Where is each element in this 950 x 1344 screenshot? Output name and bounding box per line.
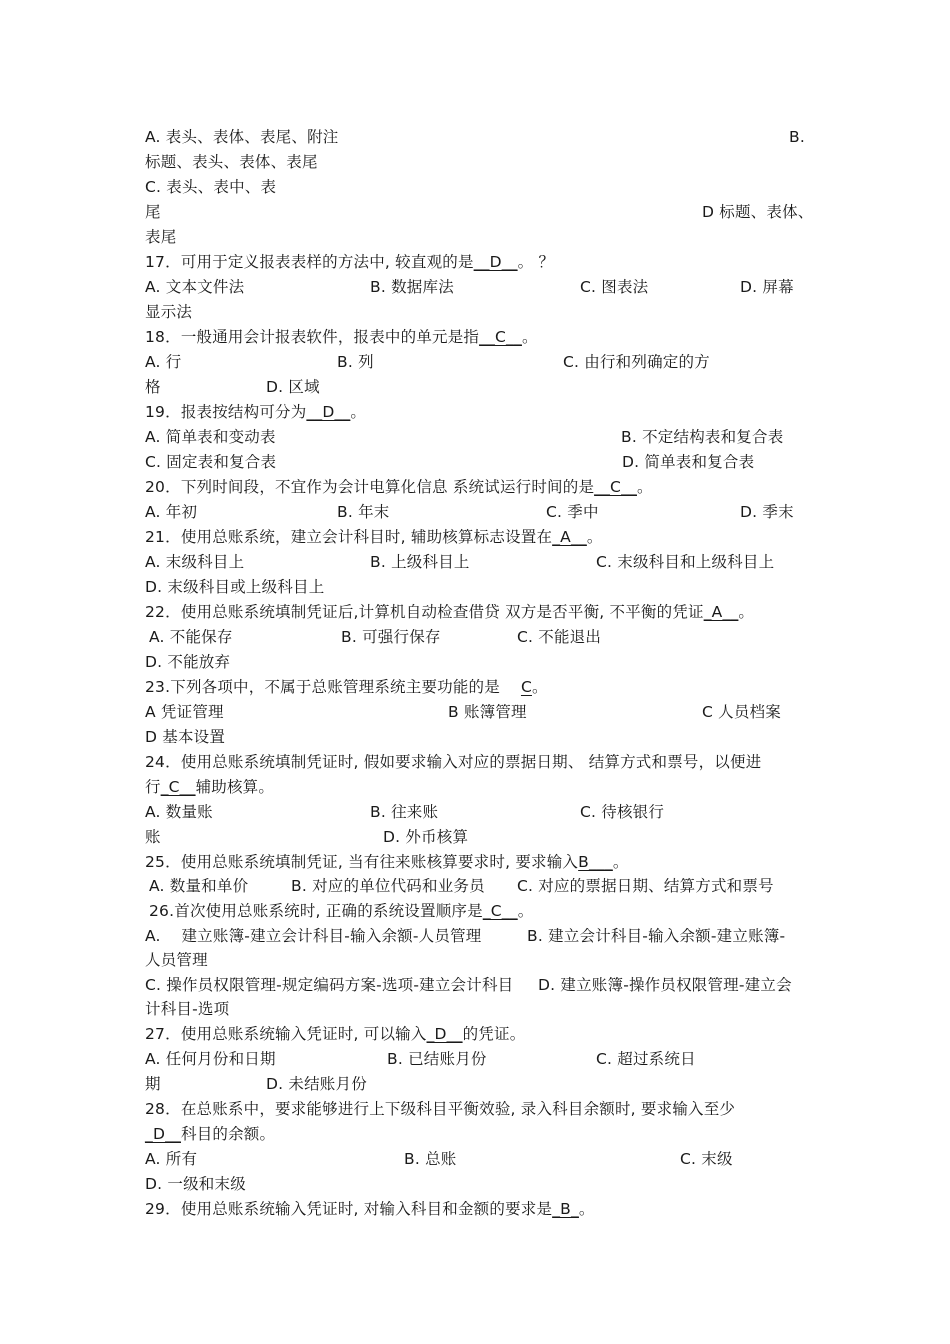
- question-17: 17．可用于定义报表表样的方法中, 较直观的是__D__。 ？: [145, 253, 555, 271]
- answer-blank: _C__: [160, 778, 196, 796]
- option-d: D. 季末: [740, 503, 794, 521]
- answer-blank: _C__: [482, 902, 518, 920]
- answer-blank: __C__: [594, 478, 637, 496]
- option-b: B. 建立会计科目-输入余额-建立账簿-: [527, 927, 786, 945]
- text-line: 账: [145, 828, 161, 846]
- answer-blank: _D__: [145, 1125, 181, 1143]
- question-28: 28．在总账系中，要求能够进行上下级科目平衡效验, 录入科目余额时, 要求输入至少: [145, 1100, 736, 1118]
- option-d: D. 末级科目或上级科目上: [145, 578, 325, 596]
- option-a: A. 文本文件法: [145, 278, 245, 296]
- option-d: D. 建立账簿-操作员权限管理-建立会: [538, 976, 792, 994]
- text-line: 期: [145, 1075, 161, 1093]
- option-d: D 基本设置: [145, 728, 226, 746]
- option-a: A. 不能保存: [149, 628, 233, 646]
- option-a: A. 数量和单价: [149, 877, 249, 895]
- option-d: D. 外币核算: [383, 828, 469, 846]
- text-line: 标题、表头、表体、表尾: [145, 153, 318, 171]
- option-a: A. 数量账: [145, 803, 213, 821]
- option-b: B. 往来账: [370, 803, 439, 821]
- option-b: B. 不定结构表和复合表: [621, 428, 784, 446]
- answer-blank: _A__: [552, 528, 587, 546]
- question-18: 18．一般通用会计报表软件，报表中的单元是指__C__。: [145, 328, 538, 346]
- text-line: _D__科目的余额。: [145, 1125, 276, 1143]
- option-a: A. 建立账簿-建立会计科目-输入余额-人员管理: [145, 927, 482, 945]
- answer-blank: __C__: [479, 328, 522, 346]
- option-a: A. 任何月份和日期: [145, 1050, 276, 1068]
- text-line: 尾: [145, 203, 161, 221]
- option-c: C. 末级: [680, 1150, 733, 1168]
- question-19: 19．报表按结构可分为__D__。: [145, 403, 367, 421]
- question-21: 21．使用总账系统，建立会计科目时, 辅助核算标志设置在_A__。: [145, 528, 603, 546]
- question-29: 29．使用总账系统输入凭证时, 对输入科目和金额的要求是_B_。: [145, 1200, 595, 1218]
- option-a: A. 简单表和变动表: [145, 428, 276, 446]
- option-d: D. 区域: [266, 378, 320, 396]
- option-d: D. 未结账月份: [266, 1075, 367, 1093]
- option-a: A. 末级科目上: [145, 553, 245, 571]
- text-line: 格: [145, 378, 161, 396]
- option-b: B. 总账: [404, 1150, 457, 1168]
- option-c: C 人员档案: [702, 703, 781, 721]
- option-c: C. 待核银行: [580, 803, 665, 821]
- option-a: A. 行: [145, 353, 182, 371]
- option-d: D. 屏幕: [740, 278, 794, 296]
- option-d: D. 不能放弃: [145, 653, 231, 671]
- text-line: C. 表头、表中、表: [145, 178, 277, 196]
- text-line: 行_C__辅助核算。: [145, 778, 275, 796]
- option-b: B. 已结账月份: [387, 1050, 487, 1068]
- option-c: C. 季中: [546, 503, 599, 521]
- text-line: 表尾: [145, 228, 177, 246]
- text-line: B.: [789, 128, 805, 146]
- option-b: B. 可强行保存: [341, 628, 441, 646]
- option-c: C. 固定表和复合表: [145, 453, 277, 471]
- answer-blank: _B_: [552, 1200, 579, 1218]
- answer-blank: _A__: [703, 603, 739, 621]
- question-24: 24．使用总账系统填制凭证时, 假如要求输入对应的票据日期、 结算方式和票号，以便进: [145, 753, 762, 771]
- option-a: A 凭证管理: [145, 703, 224, 721]
- option-c: C. 末级科目和上级科目上: [596, 553, 775, 571]
- text-line: D 标题、表体、: [702, 203, 814, 221]
- question-20: 20．下列时间段，不宜作为会计电算化信息 系统试运行时间的是__C__。: [145, 478, 653, 496]
- option-a: A. 年初: [145, 503, 198, 521]
- option-c: C. 对应的票据日期、结算方式和票号: [517, 877, 774, 895]
- option-d: D. 简单表和复合表: [622, 453, 755, 471]
- answer-blank: B___: [578, 853, 613, 871]
- text-line: 计科目-选项: [145, 1000, 230, 1018]
- text-line: 显示法: [145, 303, 193, 321]
- answer-blank: __D__: [306, 403, 351, 421]
- option-b: B. 列: [337, 353, 374, 371]
- question-27: 27．使用总账系统输入凭证时, 可以输入_D__的凭证。: [145, 1025, 526, 1043]
- option-b: B. 对应的单位代码和业务员: [291, 877, 485, 895]
- option-c: C. 操作员权限管理-规定编码方案-选项-建立会计科目: [145, 976, 514, 994]
- question-23: 23.下列各项中，不属于总账管理系统主要功能的是 C。: [145, 678, 548, 696]
- option-b: B. 上级科目上: [370, 553, 470, 571]
- option-c: C. 不能退出: [517, 628, 602, 646]
- option-c: C. 超过系统日: [596, 1050, 696, 1068]
- question-26: 26.首次使用总账系统时, 正确的系统设置顺序是_C__。: [149, 902, 534, 920]
- text-line: 人员管理: [145, 951, 208, 969]
- answer-blank: C: [520, 678, 532, 696]
- option-c: C. 由行和列确定的方: [563, 353, 710, 371]
- option-b: B. 年末: [337, 503, 390, 521]
- option-c: C. 图表法: [580, 278, 649, 296]
- option-b: B. 数据库法: [370, 278, 454, 296]
- option-b: B 账簿管理: [448, 703, 527, 721]
- answer-blank: _D__: [426, 1025, 463, 1043]
- text-line: A. 表头、表体、表尾、附注: [145, 128, 339, 146]
- answer-blank: __D__: [473, 253, 518, 271]
- option-a: A. 所有: [145, 1150, 198, 1168]
- option-d: D. 一级和末级: [145, 1175, 246, 1193]
- question-25: 25．使用总账系统填制凭证, 当有往来账核算要求时, 要求输入B___。: [145, 853, 629, 871]
- question-22: 22．使用总账系统填制凭证后,计算机自动检查借贷 双方是否平衡, 不平衡的凭证_A__。: [145, 603, 755, 621]
